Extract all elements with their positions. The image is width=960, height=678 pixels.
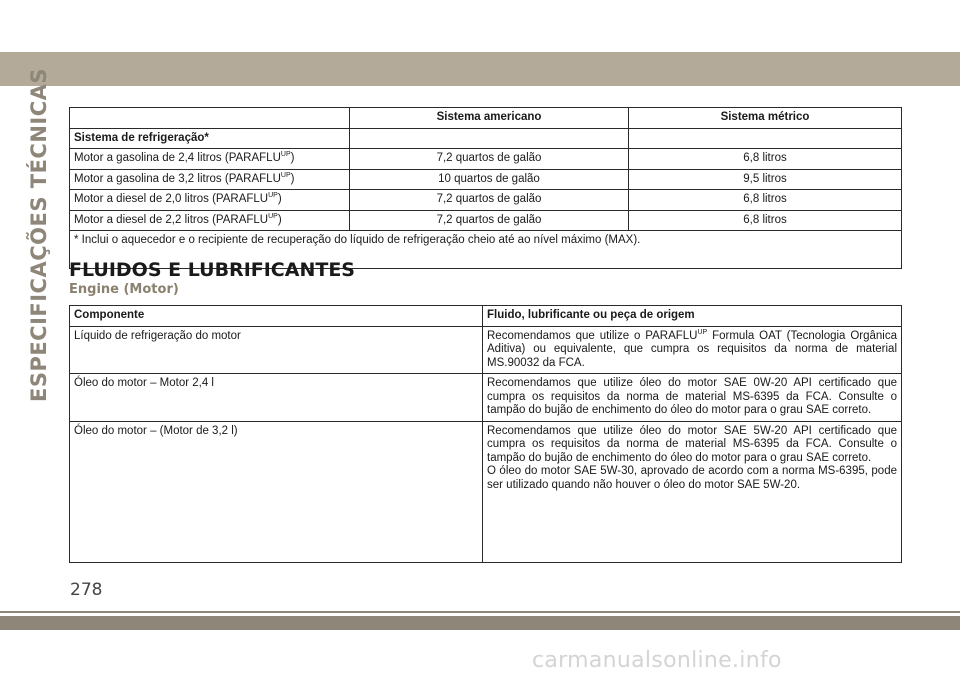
component-cell: Óleo do motor – Motor 2,4 l xyxy=(70,374,483,422)
watermark: carmanualsonline.info xyxy=(532,648,782,673)
metric-capacity-cell: 6,8 litros xyxy=(629,190,902,211)
top-band xyxy=(0,52,960,86)
section-tab-label: ESPECIFICAÇÕES TÉCNICAS xyxy=(27,67,51,403)
table-row xyxy=(70,190,902,211)
table-header-row xyxy=(70,108,902,129)
component-cell: Óleo do motor – (Motor de 3,2 l) xyxy=(70,421,483,562)
header-cell-empty xyxy=(70,108,350,129)
section-side-tab xyxy=(24,67,54,403)
table-header-row xyxy=(70,306,902,327)
footer-band xyxy=(0,616,960,630)
fluid-description-cell: Recomendamos que utilize óleo do motor SAE 0W-20 API certificado que cumpra os requisitos da norma de material MS-6395 da FCA. Consulte o tampão do bujão de enchimento do óleo do motor para o grau SAE correto. xyxy=(483,374,902,422)
metric-capacity-cell: 6,8 litros xyxy=(629,210,902,231)
page-number: 278 xyxy=(70,580,103,600)
coolant-capacity-table xyxy=(69,107,902,269)
engine-cell: Motor a gasolina de 3,2 litros $(PARAFLU^{UP})$ xyxy=(70,169,350,190)
section-subheading: Engine (Motor) xyxy=(69,282,179,297)
fluid-description-cell: Recomendamos que utilize óleo do motor SAE 5W-20 API certificado que cumpra os requisitos da norma de material MS-6395 da FCA. Consulte o tampão do bujão de enchimento do óleo do motor para o grau SAE correto. O óleo do motor SAE 5W-30, aprovado de acordo com a norma MS-6395, pode ser utilizado quando não houver o óleo do motor SAE 5W-20. xyxy=(483,421,902,562)
table-row xyxy=(70,374,902,422)
section-heading: FLUIDOS E LUBRIFICANTES xyxy=(69,259,355,281)
engine-cell: Motor a diesel de 2,0 litros $(PARAFLU^{UP})$ xyxy=(70,190,350,211)
footer-rule xyxy=(0,611,960,613)
footnote: * Inclui o aquecedor e o recipiente de recuperação do líquido de refrigeração cheio até ao nível máximo (MAX). xyxy=(70,231,902,269)
header-metric-system: Sistema métrico xyxy=(629,108,902,129)
table-row xyxy=(70,326,902,374)
table-row xyxy=(70,210,902,231)
table-row xyxy=(70,421,902,562)
header-component: Componente xyxy=(70,306,483,327)
us-capacity-cell: 10 quartos de galão xyxy=(350,169,629,190)
us-capacity-cell: 7,2 quartos de galão xyxy=(350,190,629,211)
table-row xyxy=(70,149,902,170)
table-row xyxy=(70,128,902,149)
metric-capacity-cell: 9,5 litros xyxy=(629,169,902,190)
engine-cell: Motor a diesel de 2,2 litros $(PARAFLU^{UP})$ xyxy=(70,210,350,231)
fluid-description-cell: Recomendamos que utilize o $PARAFLU^{UP}$ Formula OAT (Tecnologia Orgânica Aditiva) ou equivalente, que cumpra os requisitos da norma de material MS.90032 da FCA. xyxy=(483,326,902,374)
component-cell: Líquido de refrigeração do motor xyxy=(70,326,483,374)
us-capacity-cell: 7,2 quartos de galão xyxy=(350,149,629,170)
group-label: Sistema de refrigeração* xyxy=(70,128,350,149)
engine-cell: Motor a gasolina de 2,4 litros $(PARAFLU^{UP})$ xyxy=(70,149,350,170)
fluids-table xyxy=(69,305,902,563)
header-us-system: Sistema americano xyxy=(350,108,629,129)
table-row xyxy=(70,169,902,190)
header-fluid: Fluido, lubrificante ou peça de origem xyxy=(483,306,902,327)
metric-capacity-cell: 6,8 litros xyxy=(629,149,902,170)
us-capacity-cell: 7,2 quartos de galão xyxy=(350,210,629,231)
